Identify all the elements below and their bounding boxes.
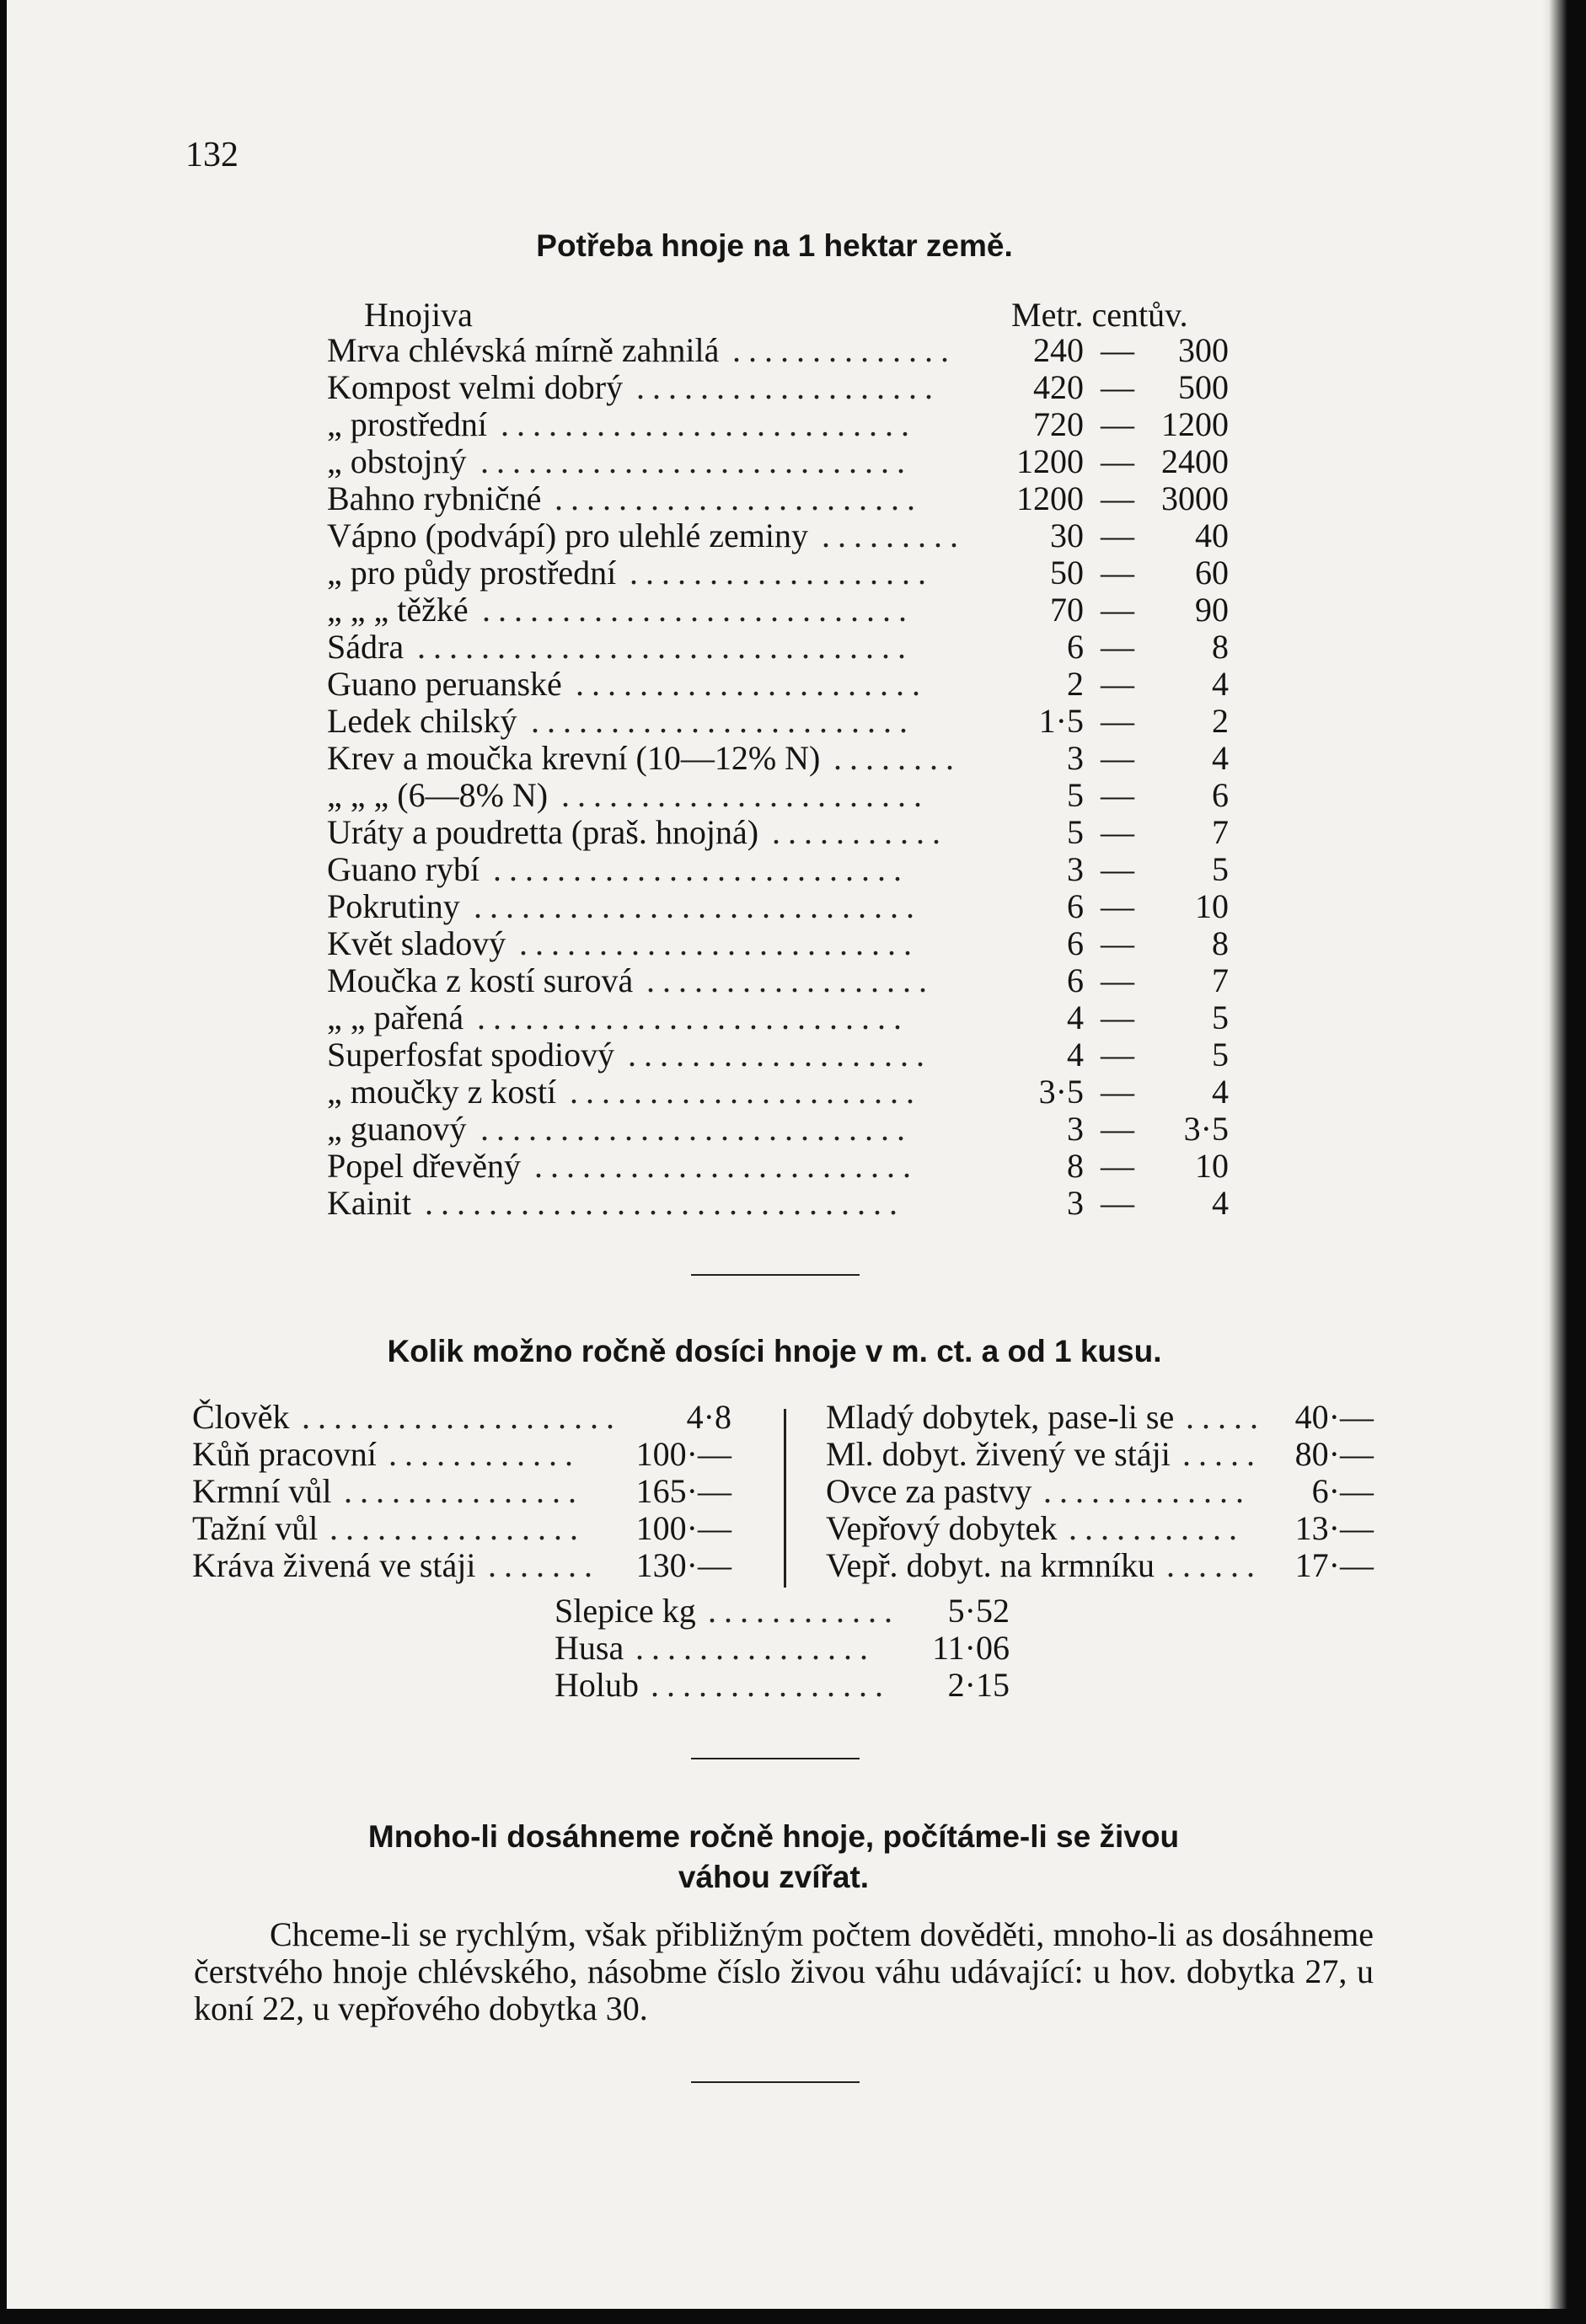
table-row	[327, 1036, 1229, 1074]
item-label: Vepřový dobytek	[826, 1509, 1058, 1547]
dot-leader: ................	[330, 1509, 586, 1547]
animal-list-left	[192, 1399, 731, 1584]
amount-hi: 6	[1212, 776, 1229, 814]
table-row	[327, 629, 1229, 666]
amount-dash: —	[1101, 591, 1134, 629]
amount-dash: —	[1101, 702, 1134, 740]
list-item	[192, 1473, 731, 1510]
amount-range	[1008, 888, 1229, 925]
table-row	[327, 554, 1229, 592]
dot-leader: ...........................	[480, 442, 913, 480]
scan-border-bottom	[0, 2309, 1586, 2324]
amount-lo: 8	[1067, 1147, 1084, 1185]
item-label: Tažní vůl	[192, 1509, 319, 1547]
amount-range	[1008, 1111, 1229, 1148]
item-label: Mladý dobytek, pase-li se	[826, 1398, 1175, 1436]
amount-lo: 3	[1067, 739, 1084, 777]
fertilizer-name: „ prostřední	[327, 405, 487, 443]
amount-hi: 3·5	[1183, 1110, 1229, 1148]
list-item	[192, 1510, 731, 1547]
table-row	[327, 406, 1229, 443]
table-row	[327, 592, 1229, 629]
amount-range	[1008, 1074, 1229, 1111]
section-divider-rule	[691, 1274, 860, 1276]
amount-dash: —	[1101, 813, 1134, 851]
amount-hi: 4	[1212, 1073, 1229, 1111]
table-row	[327, 888, 1229, 925]
scan-border-right	[1542, 0, 1586, 2324]
fertilizer-name: Květ sladový	[327, 924, 506, 962]
amount-hi: 500	[1178, 368, 1229, 406]
table-row	[327, 1148, 1229, 1185]
fertilizer-name: Moučka z kostí surová	[327, 961, 634, 999]
manure-per-hectare-table	[327, 295, 1229, 1222]
amount-dash: —	[1101, 442, 1134, 480]
amount-range	[1008, 369, 1229, 406]
dot-leader: .....	[1186, 1398, 1266, 1436]
amount-range	[1008, 332, 1229, 369]
dot-leader: ...............................	[417, 628, 914, 666]
dot-leader: ........................	[534, 1147, 919, 1185]
table-row	[327, 369, 1229, 406]
amount-lo: 3	[1067, 850, 1084, 888]
item-value: 11·06	[932, 1629, 1010, 1667]
amount-range	[1008, 999, 1229, 1036]
section-divider-rule	[691, 1758, 860, 1759]
amount-lo: 5	[1067, 776, 1084, 814]
amount-lo: 240	[1033, 331, 1084, 369]
dot-leader: ..................	[646, 961, 935, 999]
section1-title: Potřeba hnoje na 1 hektar země.	[536, 228, 1013, 263]
amount-range	[1008, 1036, 1229, 1074]
table-row	[327, 1111, 1229, 1148]
list-item	[826, 1436, 1374, 1473]
amount-range	[1008, 517, 1229, 554]
amount-range	[1008, 406, 1229, 443]
dot-leader: ..............................	[425, 1184, 905, 1222]
amount-range	[1008, 777, 1229, 814]
amount-dash: —	[1101, 961, 1134, 999]
section3-title-line1: Mnoho-li dosáhneme ročně hnoje, počítáme-li se živou	[367, 1819, 1180, 1854]
table-row	[327, 851, 1229, 888]
amount-hi: 4	[1212, 1184, 1229, 1222]
amount-dash: —	[1101, 1036, 1134, 1074]
dot-leader: ............	[388, 1435, 581, 1473]
item-value: 100·—	[635, 1509, 731, 1547]
dot-leader: ...........	[772, 813, 948, 851]
fertilizer-name: Kainit	[327, 1184, 411, 1222]
amount-dash: —	[1101, 1073, 1134, 1111]
item-value: 80·—	[1294, 1435, 1374, 1473]
table-row	[327, 814, 1229, 851]
table-row	[327, 703, 1229, 740]
item-value: 6·—	[1311, 1472, 1374, 1510]
item-value: 2·15	[947, 1666, 1010, 1704]
amount-lo: 3·5	[1038, 1073, 1084, 1111]
dot-leader: .....	[1182, 1435, 1262, 1473]
amount-hi: 3000	[1161, 479, 1229, 517]
table-row	[327, 740, 1229, 777]
amount-lo: 4	[1067, 1036, 1084, 1074]
item-value: 130·—	[635, 1546, 731, 1584]
header-unit: Metr. centův.	[1011, 296, 1188, 334]
fertilizer-name: „ „ „ (6—8% N)	[327, 776, 549, 814]
item-label: Člověk	[192, 1398, 290, 1436]
dot-leader: ...........................	[482, 591, 914, 629]
item-label: Ovce za pastvy	[826, 1472, 1032, 1510]
amount-hi: 300	[1178, 331, 1229, 369]
dot-leader: ....................	[302, 1398, 622, 1436]
amount-dash: —	[1101, 850, 1134, 888]
amount-dash: —	[1101, 554, 1134, 592]
amount-dash: —	[1101, 331, 1134, 369]
fertilizer-name: Ledek chilský	[327, 702, 517, 740]
amount-hi: 4	[1212, 739, 1229, 777]
amount-range	[1008, 666, 1229, 703]
dot-leader: ............	[708, 1592, 900, 1630]
amount-hi: 4	[1212, 665, 1229, 703]
item-value: 165·—	[635, 1472, 731, 1510]
item-value: 100·—	[635, 1435, 731, 1473]
table-body	[327, 332, 1229, 1222]
amount-dash: —	[1101, 1147, 1134, 1185]
table-header	[327, 295, 1229, 332]
amount-hi: 60	[1195, 554, 1229, 592]
section3-title	[226, 1817, 1321, 1898]
amount-dash: —	[1101, 405, 1134, 443]
dot-leader: ...................	[636, 368, 940, 406]
table-row	[327, 925, 1229, 962]
dot-leader: ..........................	[501, 405, 917, 443]
item-value: 17·—	[1294, 1546, 1374, 1584]
dot-leader: ......................	[576, 665, 928, 703]
fertilizer-name: „ „ pařená	[327, 999, 464, 1036]
book-page	[7, 0, 1542, 2309]
amount-dash: —	[1101, 368, 1134, 406]
dot-leader: ........	[833, 739, 962, 777]
section2-title: Kolik možno ročně dosíci hnoje v m. ct. a od 1 kusu.	[387, 1334, 1162, 1368]
dot-leader: .........................	[519, 924, 919, 962]
amount-lo: 50	[1050, 554, 1084, 592]
column-divider	[784, 1409, 786, 1588]
fertilizer-name: Guano peruanské	[327, 665, 562, 703]
section3-title-line2: váhou zvířat.	[678, 1860, 870, 1894]
amount-hi: 2400	[1161, 442, 1229, 480]
amount-dash: —	[1101, 628, 1134, 666]
amount-hi: 5	[1212, 999, 1229, 1036]
amount-range	[1008, 443, 1229, 480]
fertilizer-name: Superfosfat spodiový	[327, 1036, 615, 1074]
amount-hi: 7	[1212, 813, 1229, 851]
amount-range	[1008, 925, 1229, 962]
paragraph-text: Chceme-li se rychlým, však přibližným počtem dověděti, mnoho-li as dosáhneme čerstvého hnoje chlévského, násobme číslo živou váhu udávající: u hov. dobytka 27, u koní 22, u vepřového dobytka 30.	[194, 1915, 1374, 2027]
poultry-list	[555, 1593, 1010, 1704]
amount-hi: 5	[1212, 850, 1229, 888]
item-label: Ml. dobyt. živený ve stáji	[826, 1435, 1171, 1473]
amount-dash: —	[1101, 665, 1134, 703]
table-row	[327, 1185, 1229, 1222]
table-row	[327, 666, 1229, 703]
header-fertilizer: Hnojiva	[364, 296, 473, 334]
amount-lo: 1200	[1016, 442, 1084, 480]
fertilizer-name: „ pro půdy prostřední	[327, 554, 617, 592]
amount-hi: 10	[1195, 1147, 1229, 1185]
amount-lo: 6	[1067, 924, 1084, 962]
amount-dash: —	[1101, 887, 1134, 925]
item-label: Kůň pracovní	[192, 1435, 377, 1473]
fertilizer-name: Guano rybí	[327, 850, 480, 888]
amount-range	[1008, 629, 1229, 666]
dot-leader: ........................	[531, 702, 915, 740]
table-row	[327, 443, 1229, 480]
amount-range	[1008, 851, 1229, 888]
amount-lo: 3	[1067, 1110, 1084, 1148]
amount-lo: 1·5	[1038, 702, 1084, 740]
item-label: Slepice kg	[555, 1592, 696, 1630]
amount-lo: 720	[1033, 405, 1084, 443]
list-item	[192, 1399, 731, 1436]
page-number: 132	[185, 136, 238, 174]
fertilizer-name: „ moučky z kostí	[327, 1073, 557, 1111]
amount-hi: 40	[1195, 517, 1229, 554]
dot-leader: ......	[1166, 1546, 1262, 1584]
list-item	[555, 1593, 1010, 1630]
table-row	[327, 1074, 1229, 1111]
amount-hi: 10	[1195, 887, 1229, 925]
dot-leader: ............................	[474, 887, 922, 925]
dot-leader: ...............	[651, 1666, 891, 1704]
amount-hi: 1200	[1161, 405, 1229, 443]
fertilizer-name: „ „ „ těžké	[327, 591, 469, 629]
table-row	[327, 999, 1229, 1036]
item-value: 40·—	[1294, 1398, 1374, 1436]
amount-range	[1008, 962, 1229, 999]
fertilizer-name: Bahno rybničné	[327, 479, 542, 517]
amount-lo: 5	[1067, 813, 1084, 851]
item-value: 4·8	[686, 1398, 731, 1436]
amount-range	[1008, 703, 1229, 740]
amount-lo: 4	[1067, 999, 1084, 1036]
section3-paragraph	[194, 1916, 1374, 2027]
dot-leader: ...................	[628, 1036, 932, 1074]
amount-lo: 1200	[1016, 479, 1084, 517]
list-item	[826, 1399, 1374, 1436]
amount-hi: 8	[1212, 924, 1229, 962]
amount-lo: 70	[1050, 591, 1084, 629]
item-label: Krmní vůl	[192, 1472, 332, 1510]
dot-leader: .............	[1043, 1472, 1251, 1510]
list-item	[826, 1510, 1374, 1547]
fertilizer-name: Kompost velmi dobrý	[327, 368, 624, 406]
amount-dash: —	[1101, 924, 1134, 962]
dot-leader: ..........................	[493, 850, 909, 888]
amount-range	[1008, 592, 1229, 629]
dot-leader: ...........................	[477, 999, 909, 1036]
item-value: 5·52	[947, 1592, 1010, 1630]
amount-hi: 2	[1212, 702, 1229, 740]
amount-dash: —	[1101, 479, 1134, 517]
fertilizer-name: Sádra	[327, 628, 405, 666]
fertilizer-name: Krev a moučka krevní (10—12% N)	[327, 739, 821, 777]
amount-dash: —	[1101, 1184, 1134, 1222]
animal-list-right	[826, 1399, 1374, 1584]
amount-dash: —	[1101, 517, 1134, 554]
table-row	[327, 480, 1229, 517]
dot-leader: ...............	[344, 1472, 584, 1510]
table-row	[327, 517, 1229, 554]
dot-leader: ..............	[732, 331, 956, 369]
amount-lo: 2	[1067, 665, 1084, 703]
end-rule	[691, 2081, 860, 2083]
list-item	[826, 1547, 1374, 1584]
list-item	[192, 1547, 731, 1584]
table-row	[327, 332, 1229, 369]
table-row	[327, 962, 1229, 999]
amount-lo: 6	[1067, 887, 1084, 925]
dot-leader: ...........	[1069, 1509, 1245, 1547]
fertilizer-name: „ obstojný	[327, 442, 467, 480]
item-label: Vepř. dobyt. na krmníku	[826, 1546, 1155, 1584]
amount-lo: 6	[1067, 628, 1084, 666]
amount-hi: 5	[1212, 1036, 1229, 1074]
dot-leader: ...................	[630, 554, 934, 592]
fertilizer-name: Mrva chlévská mírně zahnilá	[327, 331, 720, 369]
item-label: Holub	[555, 1666, 639, 1704]
amount-range	[1008, 1148, 1229, 1185]
dot-leader: .........	[822, 517, 966, 554]
dot-leader: .......	[488, 1546, 600, 1584]
amount-dash: —	[1101, 739, 1134, 777]
item-label: Kráva živená ve stáji	[192, 1546, 476, 1584]
amount-hi: 7	[1212, 961, 1229, 999]
item-label: Husa	[555, 1629, 624, 1667]
amount-range	[1008, 480, 1229, 517]
dot-leader: .......................	[561, 776, 930, 814]
fertilizer-name: Vápno (podvápí) pro ulehlé zeminy	[327, 517, 808, 554]
amount-dash: —	[1101, 1110, 1134, 1148]
amount-range	[1008, 1185, 1229, 1222]
amount-lo: 30	[1050, 517, 1084, 554]
list-item	[555, 1630, 1010, 1667]
amount-dash: —	[1101, 776, 1134, 814]
dot-leader: ......................	[570, 1073, 922, 1111]
amount-range	[1008, 814, 1229, 851]
item-value: 13·—	[1294, 1509, 1374, 1547]
dot-leader: ...............	[635, 1629, 876, 1667]
list-item	[826, 1473, 1374, 1510]
amount-lo: 3	[1067, 1184, 1084, 1222]
fertilizer-name: Uráty a poudretta (praš. hnojná)	[327, 813, 759, 851]
amount-hi: 90	[1195, 591, 1229, 629]
dot-leader: .......................	[555, 479, 923, 517]
table-row	[327, 777, 1229, 814]
fertilizer-name: Pokrutiny	[327, 887, 460, 925]
list-item	[555, 1667, 1010, 1704]
list-item	[192, 1436, 731, 1473]
fertilizer-name: „ guanový	[327, 1110, 467, 1148]
dot-leader: ...........................	[480, 1110, 913, 1148]
fertilizer-name: Popel dřevěný	[327, 1147, 521, 1185]
amount-lo: 6	[1067, 961, 1084, 999]
amount-hi: 8	[1212, 628, 1229, 666]
amount-range	[1008, 740, 1229, 777]
amount-dash: —	[1101, 999, 1134, 1036]
amount-range	[1008, 554, 1229, 592]
amount-lo: 420	[1033, 368, 1084, 406]
